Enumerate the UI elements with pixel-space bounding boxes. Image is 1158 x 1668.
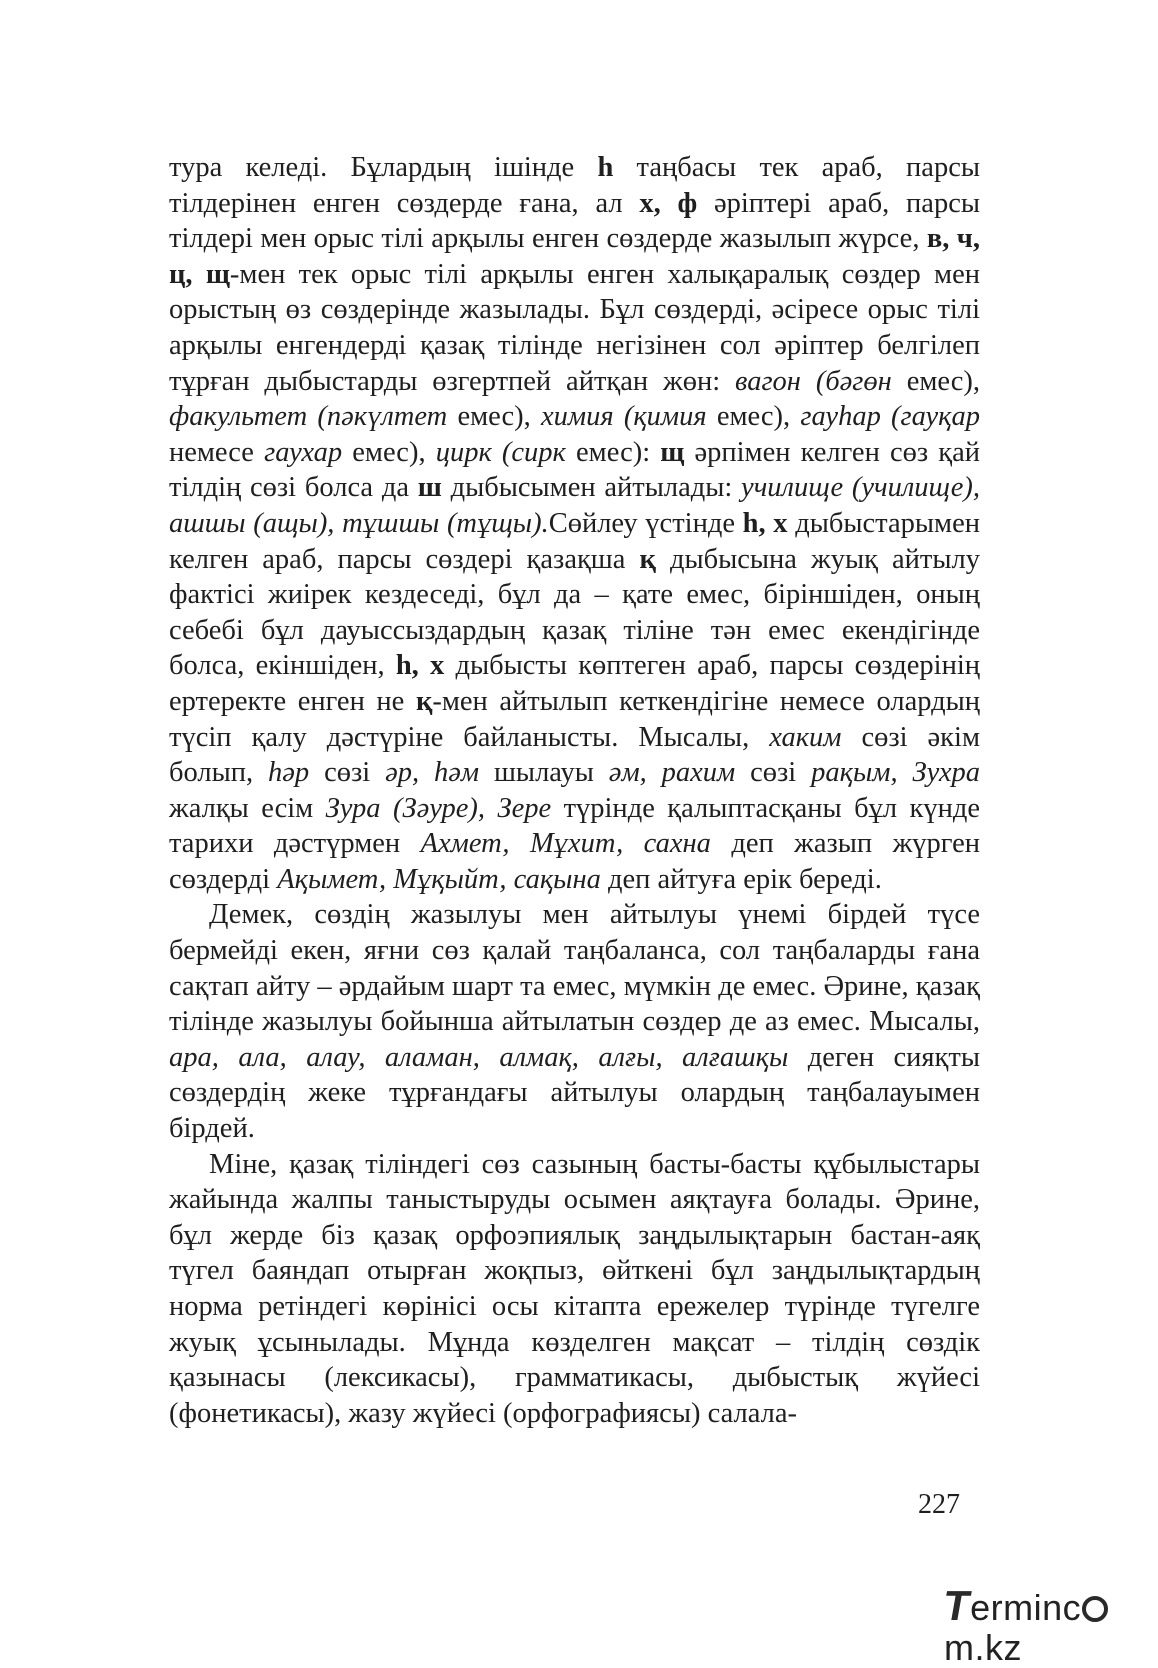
text-run: емес), xyxy=(706,401,801,433)
text-run: дыбысты көптеген араб, парсы сөздерінің ертеректе енген не xyxy=(169,650,980,717)
text-run: жалқы есім xyxy=(169,792,326,824)
bold-letters: х, ф xyxy=(639,187,698,219)
bold-letters: ш xyxy=(417,472,442,504)
text-run: сөзі әкім болып, xyxy=(169,721,980,789)
text-run: сөзі xyxy=(735,757,812,789)
text-run: сөзі xyxy=(309,757,386,789)
bold-letters: һ xyxy=(597,152,614,183)
text-run: Демек, сөздің жазылуы мен айтылуы үнемі бірдей түсе бермейді екен, яғни сөз қалай таңбаланса, сол таңбаларды ғана сақтап айту – әрдайым шарт та емес, мүмкін де емес. Әрине, қазақ тілінде жазылуы бойынша айтылатын сөздер де аз емес. Мысалы, xyxy=(169,899,980,1038)
terminco-watermark-logo xyxy=(939,1582,1158,1668)
watermark-text: erminc xyxy=(970,1587,1082,1628)
text-run: дыбысына жуық айтылу фактісі жиірек кездеседі, бұл да – қате емес, біріншіден, оның себебі бұл дауыссыздардың қазақ тіліне тән емес екендігінде болса, екіншіден, xyxy=(169,543,980,682)
text-run: әрпімен келген сөз қай тілдің сөзі болса да xyxy=(169,436,980,504)
text-run: әріптері араб, парсы тілдері мен орыс тілі арқылы енген сөздерде жазылып жүрсе, xyxy=(169,187,980,255)
italic-example: химия (қимия xyxy=(541,401,707,433)
italic-example: гаухар xyxy=(264,436,343,468)
text-run: Сөйлеу үстінде xyxy=(548,507,743,539)
italic-example: факультет (пәкүлтет xyxy=(169,401,448,433)
paragraph-2 xyxy=(169,897,980,1146)
text-run: емес), xyxy=(342,436,436,468)
text-run: емес), xyxy=(891,365,980,397)
text-run: дыбыстарымен келген араб, парсы сөздері қазақша xyxy=(169,507,980,575)
page-body xyxy=(169,150,980,1431)
italic-example: цирк (сирк xyxy=(435,436,566,468)
text-run: Міне, қазақ тіліндегі сөз сазының басты-басты құбылыстары жайында жалпы таныстыруды осымен аяқтауға болады. Әрине, бұл жерде біз қазақ орфоэпиялық заңдылықтарын бастан-аяқ түгел баяндап отырған жоқпыз, өйткені бұл заңдылықтардың норма ретіндегі көрінісі осы кітапта ережелер түрінде түгелге жуық ұсынылады. Мұнда көзделген мақсат – тілдің сөздік қазынасы (лексикасы), грамматикасы, дыбыстық жүйесі (фонетикасы), жазу жүйесі (орфографиясы) салала- xyxy=(169,1148,980,1429)
text-run: түрінде қалыптасқаны бұл күнде тарихи дәстүрмен xyxy=(169,792,980,860)
italic-example: рақым, Зухра xyxy=(811,757,981,789)
italic-example: ара, ала, алау, аламан, алмақ, алғы, алғашқы xyxy=(169,1041,789,1073)
text-run: таңбасы тек араб, парсы тілдерінен енген сөздерде ғана, ал xyxy=(169,152,980,219)
italic-example: хаким xyxy=(769,721,842,753)
watermark-t-letter: T xyxy=(939,1582,975,1629)
bold-letters: һ, х xyxy=(395,650,445,682)
text-run: деген сияқты сөздердің жеке тұрғандағы айтылуы олардың таңбалауымен бірдей. xyxy=(169,1041,980,1145)
text-run: -мен айтылып кеткендігіне немесе олардың түсіп қалу дәстүріне байланысты. Мысалы, xyxy=(169,685,980,753)
italic-example: һәр xyxy=(268,757,310,789)
paragraph-1 xyxy=(169,150,980,897)
bold-letters: һ, х xyxy=(742,507,788,539)
text-run: шылауы xyxy=(479,757,609,789)
text-run: дыбысымен айтылады: xyxy=(441,472,742,504)
watermark-o-ring-icon xyxy=(1082,1596,1108,1622)
italic-example: гауһар (гауқар xyxy=(800,401,981,433)
text-run: тура келеді. Бұлардың ішінде xyxy=(169,152,598,183)
bold-letters: қ xyxy=(639,543,656,575)
bold-letters: щ xyxy=(660,436,685,468)
text-run: деп айтуға ерік береді. xyxy=(600,863,882,895)
text-run: емес), xyxy=(447,401,542,433)
bold-letters: қ xyxy=(415,685,433,717)
page-number: 227 xyxy=(918,1489,960,1520)
italic-example: әр, һәм xyxy=(385,757,480,789)
text-run: емес): xyxy=(565,436,661,468)
italic-example: училище (училище), ашшы (ащы), тұшшы (тұщы). xyxy=(169,472,980,539)
text-run: деп жазып жүрген сөздерді xyxy=(169,828,980,895)
text-run: -мен тек орыс тілі арқылы енген халықаралық сөздер мен орыстың өз сөздерінде жазылады. Бұл сөздерді, әсіресе орыс тілі арқылы енгендерді қазақ тілінде негізінен сол әріптер белгілеп тұрған дыбыстарды өзгертпей айтқан жөн: xyxy=(169,258,980,397)
italic-example: әм, рахим xyxy=(608,757,736,789)
italic-example: Ахмет, Мұхит, сахна xyxy=(420,828,711,860)
watermark-domain: m.kz xyxy=(944,1627,1022,1668)
italic-example: Ақымет, Мұқыйт, сақына xyxy=(277,863,601,895)
paragraph-3 xyxy=(169,1147,980,1432)
bold-letters: в, ч, ц, щ xyxy=(169,223,980,290)
italic-example: вагон (бәгөн xyxy=(735,365,892,397)
italic-example: Зура (Зәуре), Зере xyxy=(325,792,552,824)
text-run: немесе xyxy=(169,436,265,468)
